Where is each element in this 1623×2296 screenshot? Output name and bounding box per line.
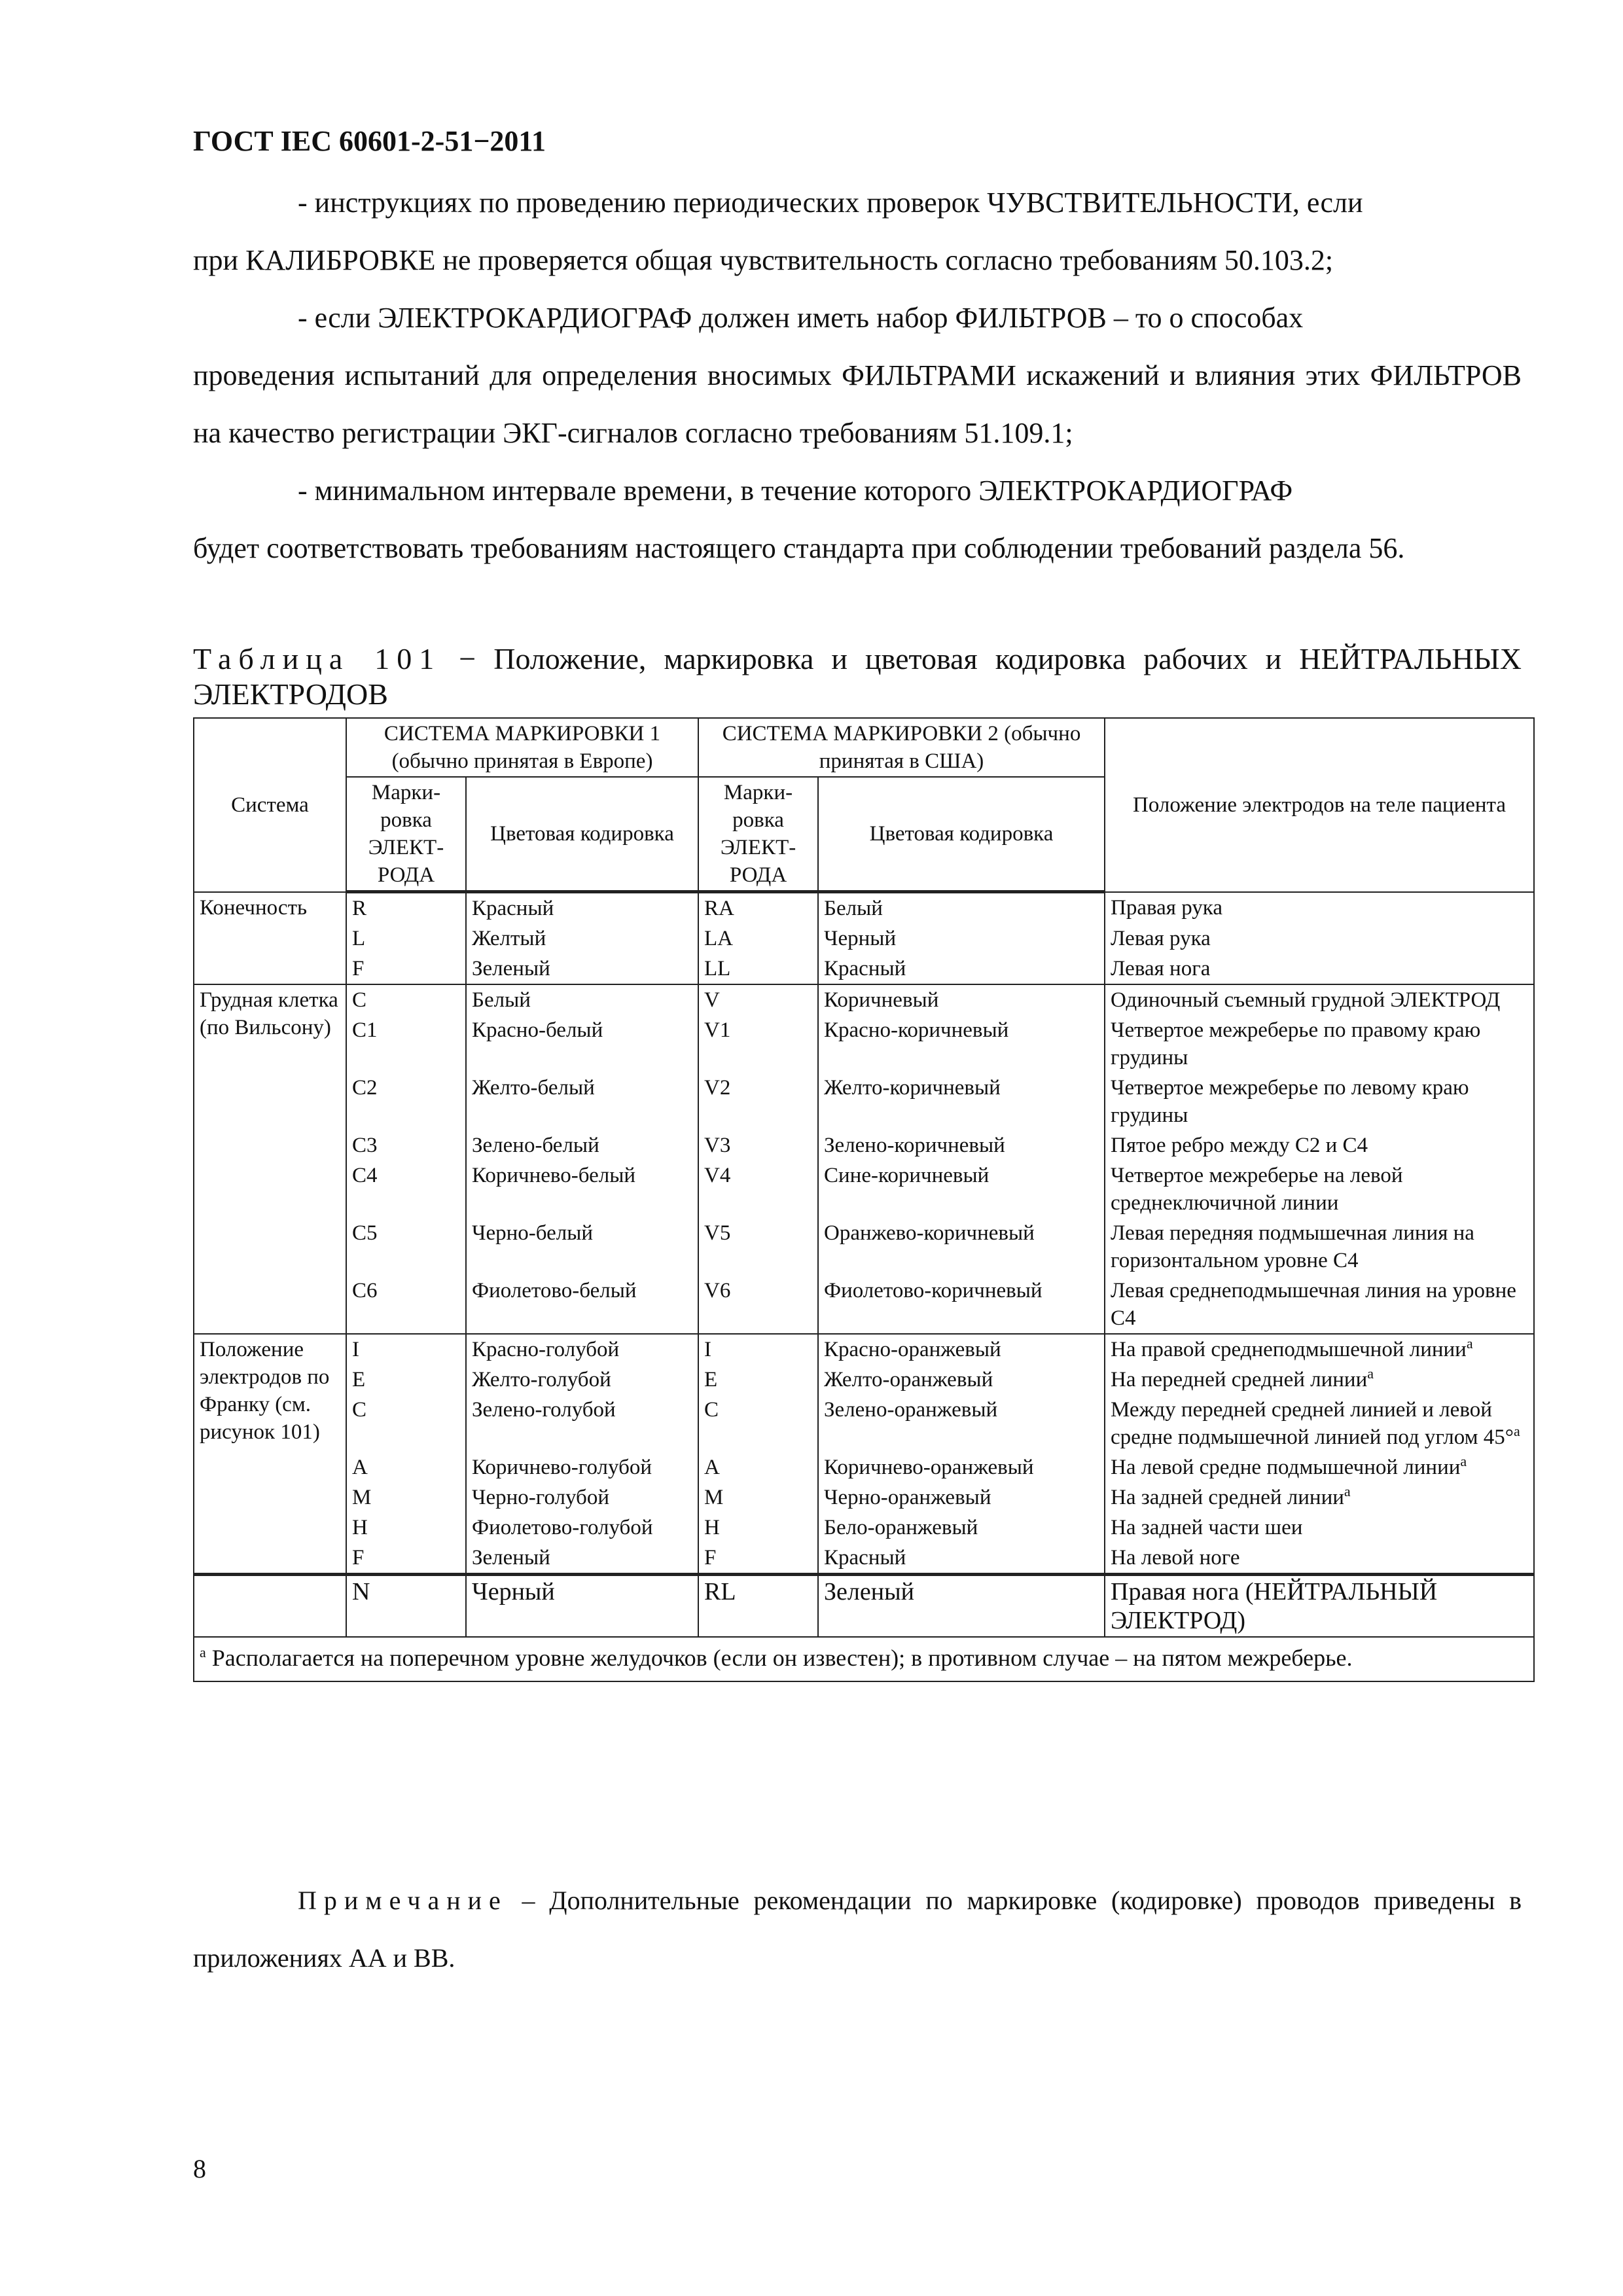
color-2-cell [818, 1015, 1105, 1073]
position-cell-text: На задней части шеи [1111, 1516, 1303, 1539]
color-2-cell [818, 1334, 1105, 1365]
header-system: Система [194, 718, 346, 892]
marking-2-cell-text: RA [704, 897, 734, 920]
marking-1-cell [346, 1395, 466, 1452]
position-cell-text: Четвертое межреберье на левой среднеключичной линии [1111, 1164, 1403, 1215]
position-cell-text: Левая передняя подмышечная линия на горизонтальном уровне C4 [1111, 1221, 1474, 1272]
paragraph-2 [193, 289, 1522, 462]
table-row [194, 1130, 1534, 1160]
color-1-cell [466, 1365, 698, 1395]
marking-1-cell-text: C [352, 1398, 367, 1422]
marking-1-cell [346, 892, 466, 924]
position-cell-text: На левой ноге [1111, 1546, 1240, 1570]
marking-1-cell-text: R [352, 897, 367, 920]
marking-1-cell-text: C3 [352, 1134, 378, 1157]
color-2-cell [818, 1395, 1105, 1452]
table-row [194, 1365, 1534, 1395]
marking-2-cell [698, 1276, 818, 1334]
color-2-cell [818, 984, 1105, 1015]
color-1-cell [466, 1218, 698, 1276]
marking-1-cell [346, 1015, 466, 1073]
color-1-cell-text: Черно-голубой [472, 1486, 610, 1509]
color-1-cell-text: Фиолетово-белый [472, 1279, 637, 1302]
header-color-1: Цветовая кодировка [466, 777, 698, 892]
color-2-cell-text: Оранжево-коричневый [824, 1221, 1035, 1245]
color-1-cell-text: Зелено-белый [472, 1134, 599, 1157]
marking-1-cell [346, 954, 466, 984]
table-row [194, 984, 1534, 1015]
position-cell [1105, 1513, 1534, 1543]
table-caption-label: Таблица 101 [193, 642, 442, 675]
position-cell [1105, 1482, 1534, 1513]
header-marking-1: Марки-ровка ЭЛЕКТ-РОДА [346, 777, 466, 892]
color-2-cell [818, 1160, 1105, 1218]
note-label: Примечание [298, 1886, 508, 1915]
footnote-cell [194, 1637, 1534, 1681]
table-caption [193, 641, 1522, 712]
position-cell [1105, 1130, 1534, 1160]
color-1-cell [466, 954, 698, 984]
footnote-marker: a [1460, 1453, 1467, 1469]
color-2-cell [818, 1276, 1105, 1334]
color-1-cell-text: Красно-голубой [472, 1338, 620, 1361]
marking-1-cell-text: A [352, 1456, 368, 1479]
color-2-cell [818, 1513, 1105, 1543]
marking-2-cell [698, 1334, 818, 1365]
marking-1-cell-text: C5 [352, 1221, 378, 1245]
marking-1-cell [346, 1334, 466, 1365]
footnote-text: Располагается на поперечном уровне желудочков (если он известен); в противном случае – на пятом межреберье. [205, 1645, 1353, 1671]
footnote-marker: a [1367, 1365, 1374, 1382]
marking-1-cell-text: M [352, 1486, 372, 1509]
position-cell [1105, 1218, 1534, 1276]
color-2-cell-text: Зелено-оранжевый [824, 1398, 998, 1422]
table-caption-text: − Положение, маркировка и цветовая кодировка рабочих и НЕЙТРАЛЬНЫХ ЭЛЕКТРОДОВ [193, 642, 1522, 711]
marking-1-cell [346, 1482, 466, 1513]
table-row [194, 1276, 1534, 1334]
marking-2-cell-text: M [704, 1486, 724, 1509]
marking-2-cell [698, 1482, 818, 1513]
color-2-cell: Зеленый [818, 1575, 1105, 1638]
color-1-cell [466, 1160, 698, 1218]
marking-2-cell [698, 1015, 818, 1073]
color-2-cell [818, 1365, 1105, 1395]
table-row [194, 924, 1534, 954]
marking-2-cell [698, 1218, 818, 1276]
marking-1-cell [346, 1543, 466, 1575]
color-1-cell-text: Коричнево-голубой [472, 1456, 652, 1479]
marking-2-cell [698, 1130, 818, 1160]
marking-1-cell-text: I [352, 1338, 359, 1361]
paragraph-3-rest: будет соответствовать требованиям настоящего стандарта при соблюдении требований раздела 56. [193, 532, 1405, 564]
paragraph-2-first-line: - если ЭЛЕКТРОКАРДИОГРАФ должен иметь набор ФИЛЬТРОВ – то о способах [298, 302, 1304, 334]
color-1-cell-text: Зеленый [472, 1546, 550, 1570]
marking-2-cell-text: C [704, 1398, 719, 1422]
neutral-row [194, 1575, 1534, 1638]
header-position: Положение электродов на теле пациента [1105, 718, 1534, 892]
marking-1-cell [346, 1218, 466, 1276]
color-1-cell [466, 1395, 698, 1452]
marking-1-cell-text: C2 [352, 1076, 378, 1100]
marking-1-cell-text: E [352, 1368, 366, 1391]
position-cell-text: На левой средне подмышечной линии [1111, 1456, 1461, 1479]
color-1-cell [466, 1513, 698, 1543]
table-row [194, 1395, 1534, 1452]
position-cell-text: Одиночный съемный грудной ЭЛЕКТРОД [1111, 988, 1501, 1012]
header-marking-system-1: СИСТЕМА МАРКИРОВКИ 1 (обычно принятая в Европе) [346, 718, 698, 777]
table-row [194, 1513, 1534, 1543]
position-cell-text: Четвертое межреберье по правому краю грудины [1111, 1018, 1481, 1069]
position-cell [1105, 954, 1534, 984]
position-cell: Правая нога (НЕЙТРАЛЬНЫЙ ЭЛЕКТРОД) [1105, 1575, 1534, 1638]
color-1-cell [466, 1452, 698, 1482]
marking-1-cell [346, 984, 466, 1015]
position-cell [1105, 1015, 1534, 1073]
paragraph-1 [193, 174, 1522, 289]
color-2-cell-text: Желто-коричневый [824, 1076, 1001, 1100]
header-marking-system-2: СИСТЕМА МАРКИРОВКИ 2 (обычно принятая в США) [698, 718, 1105, 777]
marking-1-cell-text: C4 [352, 1164, 378, 1187]
color-1-cell: Черный [466, 1575, 698, 1638]
color-1-cell-text: Красный [472, 897, 554, 920]
header-color-2: Цветовая кодировка [818, 777, 1105, 892]
color-2-cell-text: Желто-оранжевый [824, 1368, 993, 1391]
position-cell-text: Четвертое межреберье по левому краю грудины [1111, 1076, 1469, 1127]
color-1-cell [466, 1015, 698, 1073]
system-cell: Конечность [194, 892, 346, 985]
color-2-cell [818, 1452, 1105, 1482]
position-cell [1105, 924, 1534, 954]
paragraph-1-rest: при КАЛИБРОВКЕ не проверяется общая чувствительность согласно требованиям 50.103.2; [193, 244, 1334, 276]
color-1-cell [466, 924, 698, 954]
position-cell [1105, 1452, 1534, 1482]
marking-2-cell-text: F [704, 1546, 717, 1570]
table-row [194, 1482, 1534, 1513]
color-1-cell-text: Зеленый [472, 957, 550, 980]
color-1-cell-text: Белый [472, 988, 531, 1012]
marking-2-cell-text: V3 [704, 1134, 731, 1157]
position-cell-text: Между передней средней линией и левой средне подмышечной линией под углом 45° [1111, 1398, 1514, 1449]
color-2-cell-text: Коричнево-оранжевый [824, 1456, 1034, 1479]
marking-1-cell [346, 1276, 466, 1334]
color-2-cell-text: Красный [824, 1546, 906, 1570]
position-cell [1105, 1365, 1534, 1395]
color-2-cell-text: Красно-оранжевый [824, 1338, 1001, 1361]
document-header: ГОСТ IEC 60601-2-51−2011 [193, 125, 546, 157]
marking-2-cell-text: V5 [704, 1221, 731, 1245]
color-2-cell [818, 1482, 1105, 1513]
marking-2-cell [698, 1452, 818, 1482]
color-1-cell [466, 1334, 698, 1365]
table-row [194, 1543, 1534, 1575]
color-1-cell [466, 892, 698, 924]
paragraph-3 [193, 462, 1522, 577]
color-2-cell [818, 1073, 1105, 1130]
header-marking-2: Марки-ровка ЭЛЕКТ-РОДА [698, 777, 818, 892]
color-2-cell [818, 1130, 1105, 1160]
note [193, 1872, 1522, 1987]
table-row [194, 1015, 1534, 1073]
marking-2-cell [698, 1395, 818, 1452]
marking-2-cell-text: LL [704, 957, 731, 980]
color-1-cell-text: Желто-голубой [472, 1368, 611, 1391]
system-cell-empty [194, 1575, 346, 1638]
color-1-cell-text: Желто-белый [472, 1076, 595, 1100]
color-2-cell [818, 954, 1105, 984]
marking-2-cell [698, 1543, 818, 1575]
color-1-cell [466, 1276, 698, 1334]
color-2-cell-text: Красный [824, 957, 906, 980]
position-cell [1105, 1160, 1534, 1218]
page-number: 8 [193, 2154, 206, 2183]
marking-1-cell-text: L [352, 927, 366, 950]
table-row [194, 1218, 1534, 1276]
marking-2-cell [698, 1073, 818, 1130]
marking-1-cell [346, 1073, 466, 1130]
color-2-cell-text: Фиолетово-коричневый [824, 1279, 1043, 1302]
position-cell [1105, 1334, 1534, 1365]
marking-2-cell-text: E [704, 1368, 718, 1391]
color-1-cell [466, 1073, 698, 1130]
color-2-cell [818, 1218, 1105, 1276]
marking-1-cell [346, 1130, 466, 1160]
marking-2-cell [698, 924, 818, 954]
paragraph-2-rest: проведения испытаний для определения вносимых ФИЛЬТРАМИ искажений и влияния этих ФИЛЬТРОВ на качество регистрации ЭКГ-сигналов согласно требованиям 51.109.1; [193, 359, 1522, 449]
marking-1-cell-text: H [352, 1516, 368, 1539]
position-cell-text: На задней средней линии [1111, 1486, 1344, 1509]
system-cell: Положение электродов по Франку (см. рисунок 101) [194, 1334, 346, 1575]
color-1-cell [466, 1130, 698, 1160]
marking-1-cell-text: F [352, 957, 365, 980]
marking-1-cell [346, 1365, 466, 1395]
system-cell: Грудная клетка (по Вильсону) [194, 984, 346, 1334]
position-cell [1105, 1395, 1534, 1452]
table-row [194, 1334, 1534, 1365]
paragraph-3-first-line: - минимальном интервале времени, в течение которого ЭЛЕКТРОКАРДИОГРАФ [298, 475, 1293, 507]
marking-2-cell [698, 1160, 818, 1218]
position-cell-text: Правая рука [1111, 895, 1222, 920]
color-2-cell-text: Черный [824, 927, 897, 950]
electrode-table [193, 717, 1535, 1682]
footnote-marker: a [1466, 1335, 1473, 1352]
marking-2-cell-text: V2 [704, 1076, 731, 1100]
table-row [194, 954, 1534, 984]
position-cell-text: На передней средней линии [1111, 1368, 1368, 1391]
marking-2-cell [698, 1513, 818, 1543]
marking-2-cell-text: V1 [704, 1018, 731, 1042]
position-cell [1105, 1073, 1534, 1130]
paragraph-1-first-line: - инструкциях по проведению периодических проверок ЧУВСТВИТЕЛЬНОСТИ, если [298, 187, 1363, 219]
color-1-cell [466, 984, 698, 1015]
color-2-cell-text: Бело-оранжевый [824, 1516, 978, 1539]
color-1-cell-text: Коричнево-белый [472, 1164, 636, 1187]
note-text: – Дополнительные рекомендации по маркировке (кодировке) проводов приведены в приложениях АА и ВВ. [193, 1886, 1522, 1973]
marking-2-cell-text: V6 [704, 1279, 731, 1302]
marking-1-cell-text: F [352, 1546, 365, 1570]
position-cell-text: Левая нога [1111, 957, 1211, 980]
position-cell-text: Левая среднеподмышечная линия на уровне C4 [1111, 1279, 1516, 1330]
marking-1-cell-text: C1 [352, 1018, 378, 1042]
color-1-cell-text: Красно-белый [472, 1018, 603, 1042]
color-1-cell [466, 1482, 698, 1513]
position-cell-text: Левая рука [1111, 927, 1211, 950]
marking-2-cell-text: I [704, 1338, 712, 1361]
footnote-marker: a [1513, 1423, 1520, 1439]
marking-1-cell [346, 1513, 466, 1543]
position-cell [1105, 892, 1534, 924]
position-cell-text: На правой среднеподмышечной линии [1111, 1338, 1467, 1361]
marking-2-cell [698, 1365, 818, 1395]
color-2-cell-text: Красно-коричневый [824, 1018, 1009, 1042]
marking-2-cell-text: LA [704, 927, 734, 950]
position-cell [1105, 1543, 1534, 1575]
marking-1-cell-text: C [352, 988, 367, 1012]
table-row [194, 1160, 1534, 1218]
color-2-cell [818, 924, 1105, 954]
position-cell [1105, 1276, 1534, 1334]
footnote-row [194, 1637, 1534, 1681]
table-row [194, 1452, 1534, 1482]
marking-2-cell-text: V [704, 988, 720, 1012]
color-2-cell-text: Белый [824, 897, 883, 920]
marking-1-cell-text: C6 [352, 1279, 378, 1302]
color-1-cell [466, 1543, 698, 1575]
marking-2-cell-text: V4 [704, 1164, 731, 1187]
color-2-cell-text: Сине-коричневый [824, 1164, 990, 1187]
color-1-cell-text: Черно-белый [472, 1221, 594, 1245]
color-2-cell [818, 1543, 1105, 1575]
marking-1-cell [346, 1160, 466, 1218]
color-2-cell-text: Коричневый [824, 988, 939, 1012]
table-row [194, 1073, 1534, 1130]
marking-2-cell [698, 984, 818, 1015]
marking-2-cell [698, 954, 818, 984]
marking-2-cell [698, 892, 818, 924]
marking-1-cell [346, 1452, 466, 1482]
position-cell-text: Пятое ребро между C2 и C4 [1111, 1134, 1368, 1157]
marking-1-cell: N [346, 1575, 466, 1638]
color-1-cell-text: Желтый [472, 927, 546, 950]
marking-2-cell-text: A [704, 1456, 720, 1479]
table-row [194, 892, 1534, 924]
marking-1-cell [346, 924, 466, 954]
position-cell [1105, 984, 1534, 1015]
color-2-cell-text: Черно-оранжевый [824, 1486, 991, 1509]
marking-2-cell: RL [698, 1575, 818, 1638]
color-1-cell-text: Фиолетово-голубой [472, 1516, 653, 1539]
color-1-cell-text: Зелено-голубой [472, 1398, 616, 1422]
color-2-cell-text: Зелено-коричневый [824, 1134, 1005, 1157]
marking-2-cell-text: H [704, 1516, 720, 1539]
color-2-cell [818, 892, 1105, 924]
footnote-marker: a [1344, 1483, 1351, 1499]
footnote-marker: a [200, 1644, 206, 1660]
